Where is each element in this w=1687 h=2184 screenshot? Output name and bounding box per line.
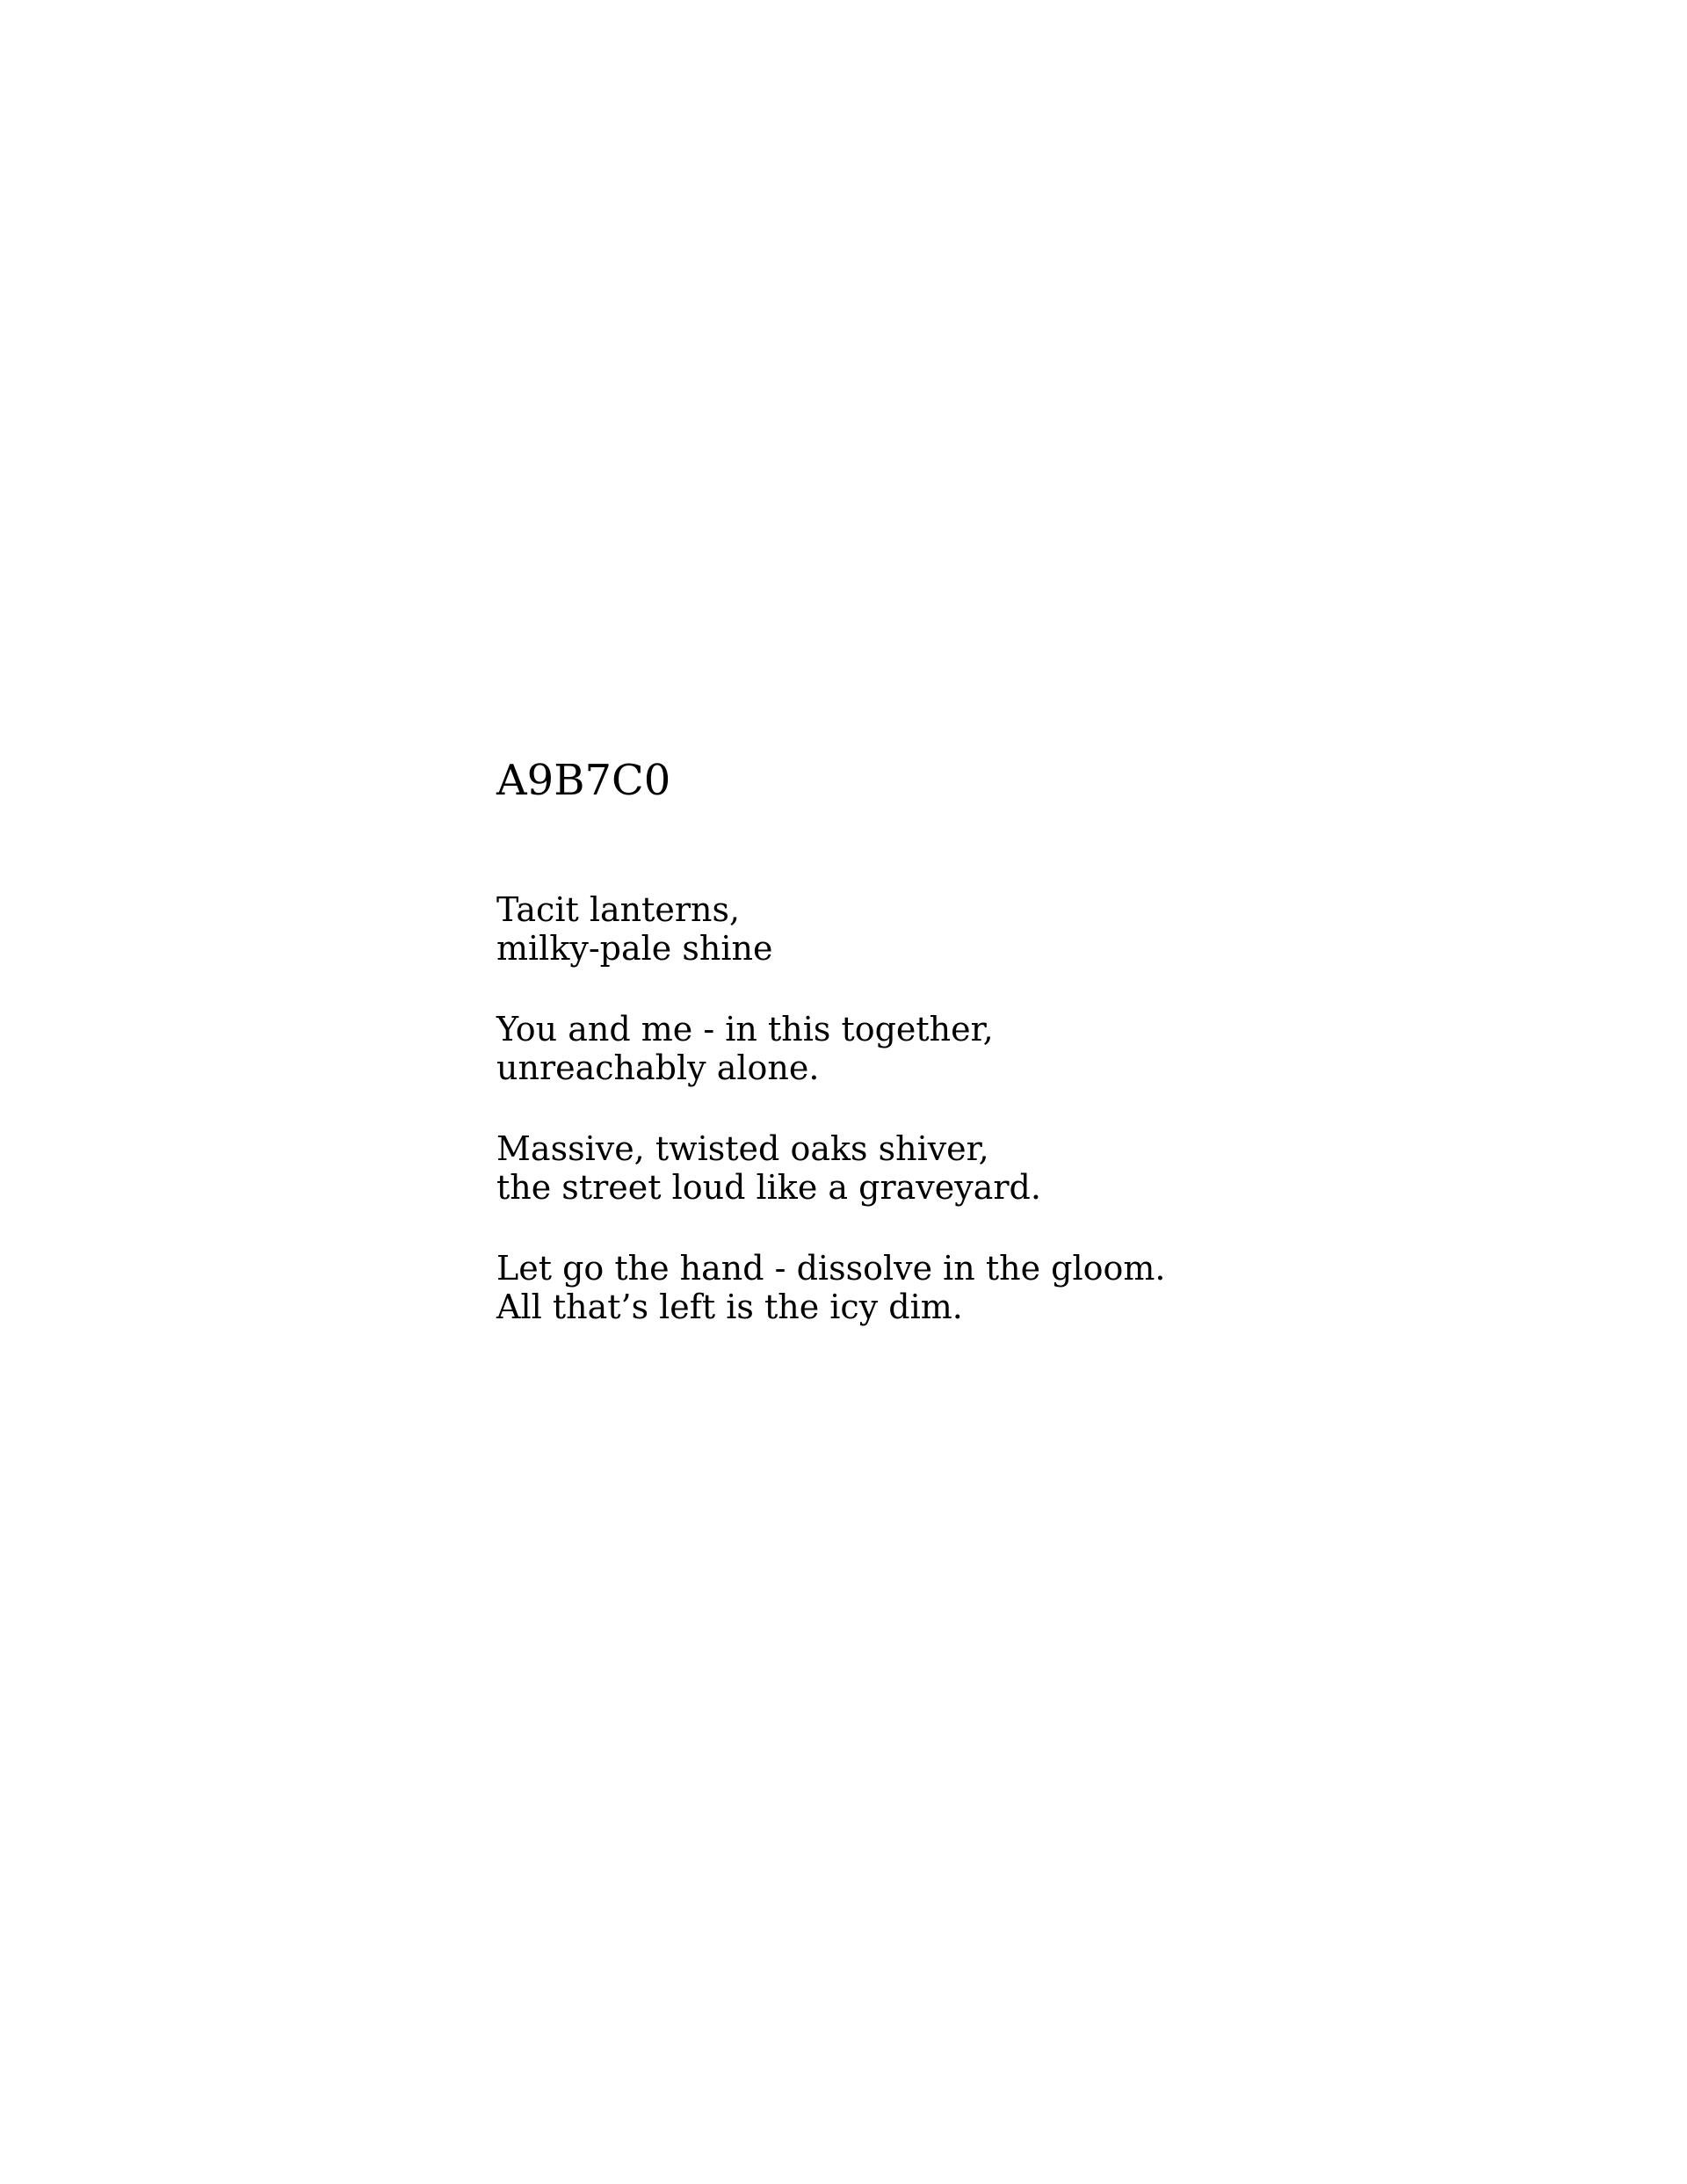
poem-line: Massive, twisted oaks shiver, xyxy=(496,1129,989,1168)
poem-title: A9B7C0 xyxy=(496,756,671,805)
stanza-4 xyxy=(496,1249,1166,1326)
poem-line: milky-pale shine xyxy=(496,929,773,968)
poem-line: Let go the hand - dissolve in the gloom. xyxy=(496,1249,1166,1288)
poem-line: All that’s left is the icy dim. xyxy=(496,1288,963,1326)
poem-line: Tacit lanterns, xyxy=(496,890,741,929)
poem-line: the street loud like a graveyard. xyxy=(496,1168,1041,1207)
stanza-3 xyxy=(496,1129,1166,1207)
poem-line: You and me - in this together, xyxy=(496,1010,994,1048)
poem-block xyxy=(496,756,1166,1326)
poem-line: unreachably alone. xyxy=(496,1048,820,1087)
stanza-2 xyxy=(496,1010,1166,1087)
stanza-1 xyxy=(496,890,1166,968)
